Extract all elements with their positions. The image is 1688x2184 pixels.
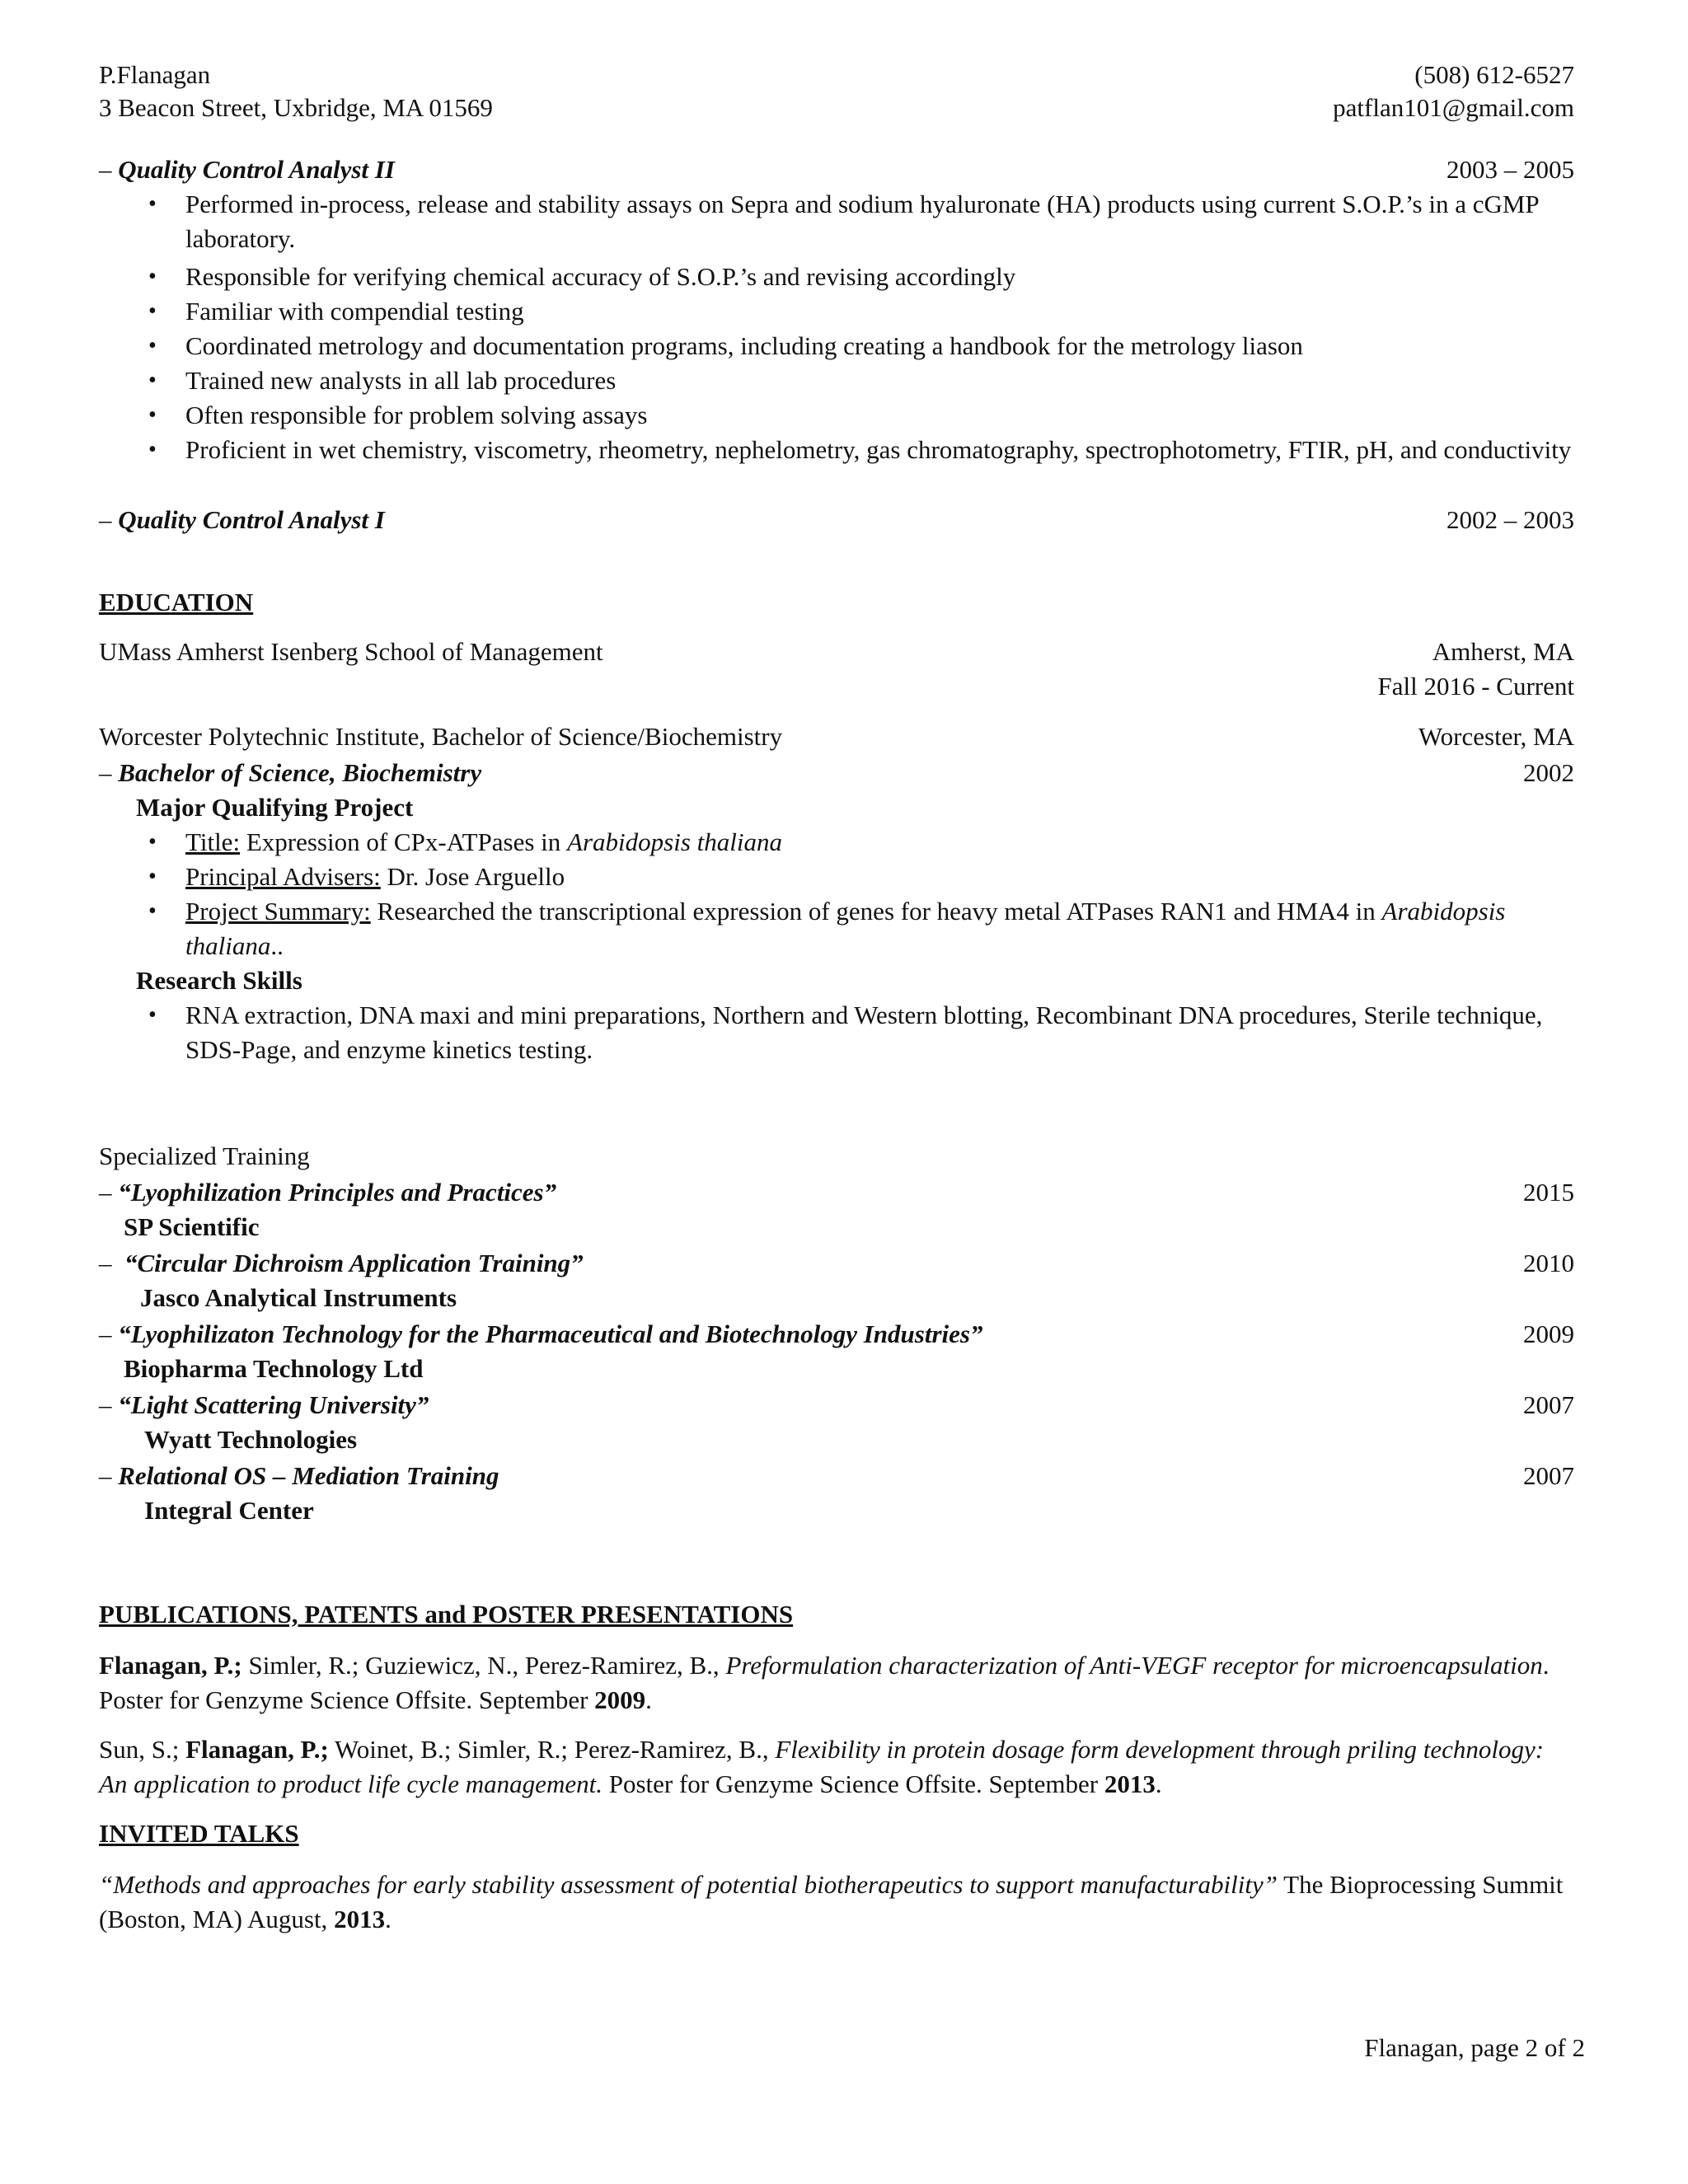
job-bullet: • Familiar with compendial testing: [185, 294, 1574, 329]
mqp-bullets: [99, 825, 1574, 963]
training-title: Relational OS – Mediation Training: [118, 1461, 499, 1490]
training-title: “Lyophilizaton Technology for the Pharmaceutical and Biotechnology Industries”: [118, 1319, 983, 1348]
job-bullet: • Coordinated metrology and documentation programs, including creating a handbook for the metrology liason: [185, 329, 1574, 363]
talk-year: 2013: [334, 1905, 386, 1933]
publication-year: 2013: [1104, 1769, 1156, 1798]
publication-authors: Woinet, B.; Simler, R.; Perez-Ramirez, B.,: [328, 1735, 776, 1764]
school-location: Amherst, MA: [1432, 637, 1574, 666]
education-umass: [99, 635, 1574, 704]
header-email: patflan101@gmail.com: [1333, 93, 1574, 122]
training-org: SP Scientific: [124, 1212, 260, 1241]
school-name: UMass Amherst Isenberg School of Management: [99, 637, 603, 666]
training-dash: –: [99, 1249, 112, 1277]
talk-venue: The Bioprocessing Summit (Boston, MA) August,: [99, 1870, 1564, 1933]
publication-authors: Simler, R.; Guziewicz, N., Perez-Ramirez, B.,: [241, 1651, 726, 1680]
training-year: 2015: [1523, 1178, 1574, 1207]
mqp-advisers-text: Dr. Jose Arguello: [387, 862, 565, 891]
training-org: Wyatt Technologies: [144, 1425, 358, 1454]
training-section: [99, 1139, 1574, 1528]
training-year: 2009: [1523, 1319, 1574, 1348]
job-title: Quality Control Analyst I: [118, 505, 385, 534]
mqp-summary-text: Researched the transcriptional expression of genes for heavy metal ATPases RAN1 and HMA4 in: [377, 897, 1376, 926]
job-bullet: • Performed in-process, release and stability assays on Sepra and sodium hyaluronate (HA) products using current S.O.P.’s in a cGMP laboratory.: [185, 187, 1574, 256]
publication-title: Preformulation characterization of Anti-VEGF receptor for microencapsulation: [725, 1651, 1543, 1680]
talk-entry: [99, 1868, 1574, 1937]
mqp-heading: Major Qualifying Project: [136, 793, 414, 822]
mqp-title-label: Title:: [185, 827, 241, 856]
training-heading: Specialized Training: [99, 1141, 310, 1170]
training-title: “Circular Dichroism Application Training”: [124, 1249, 584, 1277]
job-dash: –: [99, 505, 112, 534]
header-address: 3 Beacon Street, Uxbridge, MA 01569: [99, 93, 493, 122]
training-title: “Light Scattering University”: [118, 1390, 429, 1419]
publication-end: .: [1155, 1769, 1162, 1798]
job-entry: [99, 152, 1574, 467]
job-entry: [99, 503, 1574, 537]
mqp-title-item: [185, 825, 1574, 860]
publication-author-bold: Flanagan, P.;: [99, 1651, 242, 1680]
job-bullet: • Responsible for verifying chemical accuracy of S.O.P.’s and revising accordingly: [185, 260, 1574, 294]
page-footer: Flanagan, page 2 of 2: [1364, 2033, 1585, 2062]
school-location: Worcester, MA: [1418, 722, 1574, 751]
training-dash: –: [99, 1178, 112, 1207]
publications-heading: PUBLICATIONS, PATENTS and POSTER PRESENTATIONS: [99, 1600, 794, 1629]
training-org: Integral Center: [144, 1496, 314, 1525]
publication-venue: . Poster for Genzyme Science Offsite. September: [99, 1651, 1550, 1714]
mqp-title-species: Arabidopsis thaliana: [567, 827, 782, 856]
job-bullet: • Trained new analysts in all lab procedures: [185, 363, 1574, 398]
mqp-advisers-label: Principal Advisers:: [185, 862, 381, 891]
training-org: Jasco Analytical Instruments: [140, 1283, 457, 1312]
header-phone: (508) 612-6527: [1414, 60, 1574, 89]
education-wpi: [99, 719, 1574, 1067]
mqp-summary-end: ..: [270, 931, 284, 960]
mqp-title-text: Expression of CPx-ATPases in: [246, 827, 561, 856]
job-bullet: • Proficient in wet chemistry, viscometry, rheometry, nephelometry, gas chromatography, spectrophotometry, FTIR, pH, and conductivity: [185, 433, 1574, 467]
training-dash: –: [99, 1319, 112, 1348]
mqp-summary-label: Project Summary:: [185, 897, 371, 926]
publication-end: .: [645, 1685, 652, 1714]
education-heading: EDUCATION: [99, 588, 254, 616]
school-name: Worcester Polytechnic Institute, Bachelor of Science/Biochemistry: [99, 722, 783, 751]
header-name: P.Flanagan: [99, 60, 211, 89]
training-dash: –: [99, 1461, 112, 1490]
degree-dash: –: [99, 758, 112, 787]
job-bullet: • Often responsible for problem solving assays: [185, 398, 1574, 433]
publication-entry: [99, 1648, 1574, 1718]
publication-pre: Sun, S.;: [99, 1735, 186, 1764]
school-dates: Fall 2016 - Current: [1377, 672, 1574, 701]
degree-title: Bachelor of Science, Biochemistry: [118, 758, 482, 787]
publication-title: Flexibility in protein dosage form development through priling technology: An application to product life cycle management.: [99, 1735, 1545, 1798]
skills-bullets: [99, 998, 1574, 1067]
mqp-advisers-item: [185, 860, 1574, 894]
job-bullets: [99, 187, 1574, 467]
publication-author-bold: Flanagan, P.;: [185, 1735, 329, 1764]
training-dash: –: [99, 1390, 112, 1419]
skills-heading: Research Skills: [136, 966, 302, 995]
training-org: Biopharma Technology Ltd: [124, 1354, 424, 1383]
training-year: 2007: [1523, 1461, 1574, 1490]
talk-end: .: [385, 1905, 392, 1933]
skills-item: • RNA extraction, DNA maxi and mini preparations, Northern and Western blotting, Recombinant DNA procedures, Sterile technique, SDS-Page, and enzyme kinetics testing.: [185, 998, 1574, 1067]
job-dates: 2003 – 2005: [1447, 155, 1574, 184]
training-year: 2007: [1523, 1390, 1574, 1419]
degree-year: 2002: [1523, 758, 1574, 787]
mqp-summary-item: [185, 894, 1574, 963]
training-title: “Lyophilization Principles and Practices”: [118, 1178, 557, 1207]
talks-heading: INVITED TALKS: [99, 1819, 299, 1848]
publication-entry: [99, 1732, 1574, 1802]
publication-venue: Poster for Genzyme Science Offsite. September: [602, 1769, 1104, 1798]
job-dash: –: [99, 155, 112, 184]
job-dates: 2002 – 2003: [1447, 505, 1574, 534]
talk-title: “Methods and approaches for early stability assessment of potential biotherapeutics to support manufacturability”: [99, 1870, 1278, 1899]
mqp-summary-species: Arabidopsis thaliana: [185, 897, 1506, 960]
training-year: 2010: [1523, 1249, 1574, 1277]
job-title: Quality Control Analyst II: [118, 155, 395, 184]
publication-year: 2009: [594, 1685, 646, 1714]
